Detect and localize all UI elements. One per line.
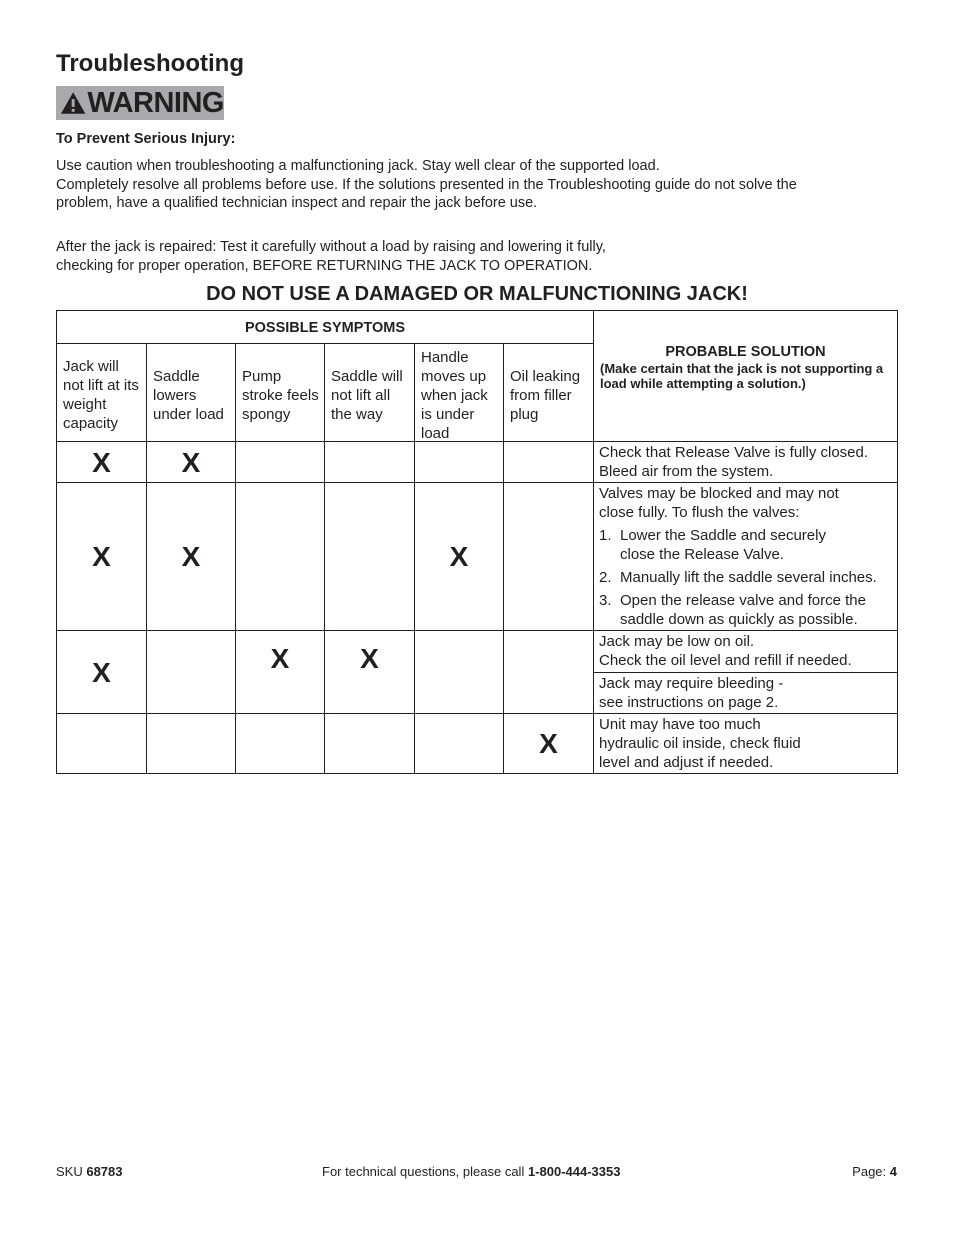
solution-line: Jack may be low on oil. [599, 633, 755, 650]
symptom-label: Oil leaking from filler plug [510, 367, 581, 423]
symptom-header-cell [414, 343, 504, 442]
footer-sku [56, 1164, 123, 1179]
mark-cell [324, 630, 415, 714]
symptom-label: Jack will not lift at its weight capacity [63, 358, 139, 432]
solution-note: (Make certain that the jack is not supporting a load while attempting a solution.) [600, 361, 884, 391]
symptoms-header: POSSIBLE SYMPTOMS [56, 310, 594, 344]
page-label: Page: [852, 1164, 890, 1179]
step-number: 1. [599, 527, 612, 544]
mark-cell [235, 630, 325, 714]
solution-cell [593, 441, 898, 483]
symptom-mark: X [360, 643, 379, 674]
solution-line: level and adjust if needed. [599, 754, 774, 771]
mark-cell [146, 713, 236, 774]
symptom-mark: X [92, 656, 111, 688]
footer-page [852, 1164, 897, 1179]
symptom-mark: X [539, 728, 558, 759]
phone-number: 1-800-444-3353 [527, 1164, 621, 1179]
solution-line: Check that Release Valve is fully closed. [599, 444, 869, 461]
step-line: Lower the Saddle and securely [620, 527, 826, 544]
mark-cell [503, 630, 594, 714]
symptom-label: Handle moves up when jack is under load [421, 348, 488, 442]
solution-cell [593, 630, 898, 673]
step-line: Manually lift the saddle several inches. [620, 569, 877, 586]
step-number: 3. [599, 592, 612, 609]
symptom-mark: X [92, 446, 111, 478]
solution-cell [593, 672, 898, 714]
troubleshooting-table [56, 310, 898, 774]
solution-step [599, 526, 892, 564]
repair-line: After the jack is repaired: Test it carefully without a load by raising and lowering it fully, [56, 239, 606, 255]
symptom-header-cell [56, 343, 147, 442]
symptom-header-cell [235, 343, 325, 442]
caution-line: Completely resolve all problems before use. If the solutions presented in the Troubleshooting guide do not solve the [56, 176, 797, 193]
symptom-header-cell [146, 343, 236, 442]
solution-line: Bleed air from the system. [599, 463, 774, 480]
mark-cell [56, 630, 147, 714]
solution-line: hydraulic oil inside, check fluid [599, 735, 801, 752]
warning-badge [56, 86, 224, 120]
solution-line: Check the oil level and refill if needed. [599, 652, 852, 669]
mark-cell [414, 441, 504, 483]
repair-paragraph [56, 238, 896, 275]
symptom-label: Pump stroke feels spongy [242, 367, 319, 423]
solution-line: Unit may have too much [599, 716, 761, 733]
symptom-mark: X [449, 541, 469, 572]
solution-line: see instructions on page 2. [599, 694, 779, 711]
page-number: 4 [889, 1164, 897, 1179]
solution-title: PROBABLE SOLUTION [665, 344, 826, 360]
mark-cell [235, 713, 325, 774]
damage-banner: DO NOT USE A DAMAGED OR MALFUNCTIONING JACK! [206, 283, 748, 305]
step-line: saddle down as quickly as possible. [620, 611, 858, 628]
solution-step [599, 591, 892, 629]
footer-tech [322, 1164, 620, 1179]
mark-cell [414, 482, 504, 631]
mark-cell [324, 713, 415, 774]
mark-cell [503, 441, 594, 483]
mark-cell [146, 441, 236, 483]
solution-cell [593, 482, 898, 631]
warning-triangle-icon [60, 91, 86, 115]
mark-cell [324, 482, 415, 631]
solution-line: Jack may require bleeding - [599, 675, 784, 692]
solution-line: close fully. To flush the valves: [599, 504, 800, 521]
symptom-mark: X [270, 643, 290, 674]
mark-cell [146, 482, 236, 631]
mark-cell [414, 630, 504, 714]
step-line: Open the release valve and force the [620, 592, 866, 609]
mark-cell [235, 482, 325, 631]
symptom-mark: X [181, 541, 201, 572]
repair-line: checking for proper operation, BEFORE RETURNING THE JACK TO OPERATION. [56, 257, 593, 274]
mark-cell [56, 441, 147, 483]
sku-number: 68783 [86, 1164, 123, 1179]
mark-cell [414, 713, 504, 774]
symptom-header-cell [324, 343, 415, 442]
subheading: To Prevent Serious Injury: [56, 131, 236, 147]
mark-cell [503, 482, 594, 631]
step-line: close the Release Valve. [620, 546, 784, 563]
caution-line: Use caution when troubleshooting a malfunctioning jack. Stay well clear of the supported load. [56, 158, 660, 174]
solution-header [593, 310, 898, 442]
mark-cell [56, 482, 147, 631]
step-number: 2. [599, 569, 612, 586]
symptom-label: Saddle lowers under load [153, 367, 224, 423]
tech-text: For technical questions, please call [322, 1164, 528, 1179]
symptom-mark: X [92, 541, 111, 572]
mark-cell [146, 630, 236, 714]
solution-line: Valves may be blocked and may not [599, 485, 839, 502]
mark-cell [324, 441, 415, 483]
solution-step [599, 568, 892, 587]
caution-paragraph [56, 157, 896, 213]
symptom-label: Saddle will not lift all the way [331, 367, 403, 423]
solution-cell [593, 713, 898, 774]
page-title: Troubleshooting [56, 50, 244, 77]
symptom-mark: X [181, 446, 201, 478]
mark-cell [56, 713, 147, 774]
warning-label: WARNING [87, 86, 224, 119]
symptom-header-cell [503, 343, 594, 442]
mark-cell [235, 441, 325, 483]
sku-label: SKU [56, 1164, 87, 1179]
caution-line: problem, have a qualified technician inspect and repair the jack before use. [56, 195, 538, 211]
mark-cell [503, 713, 594, 774]
